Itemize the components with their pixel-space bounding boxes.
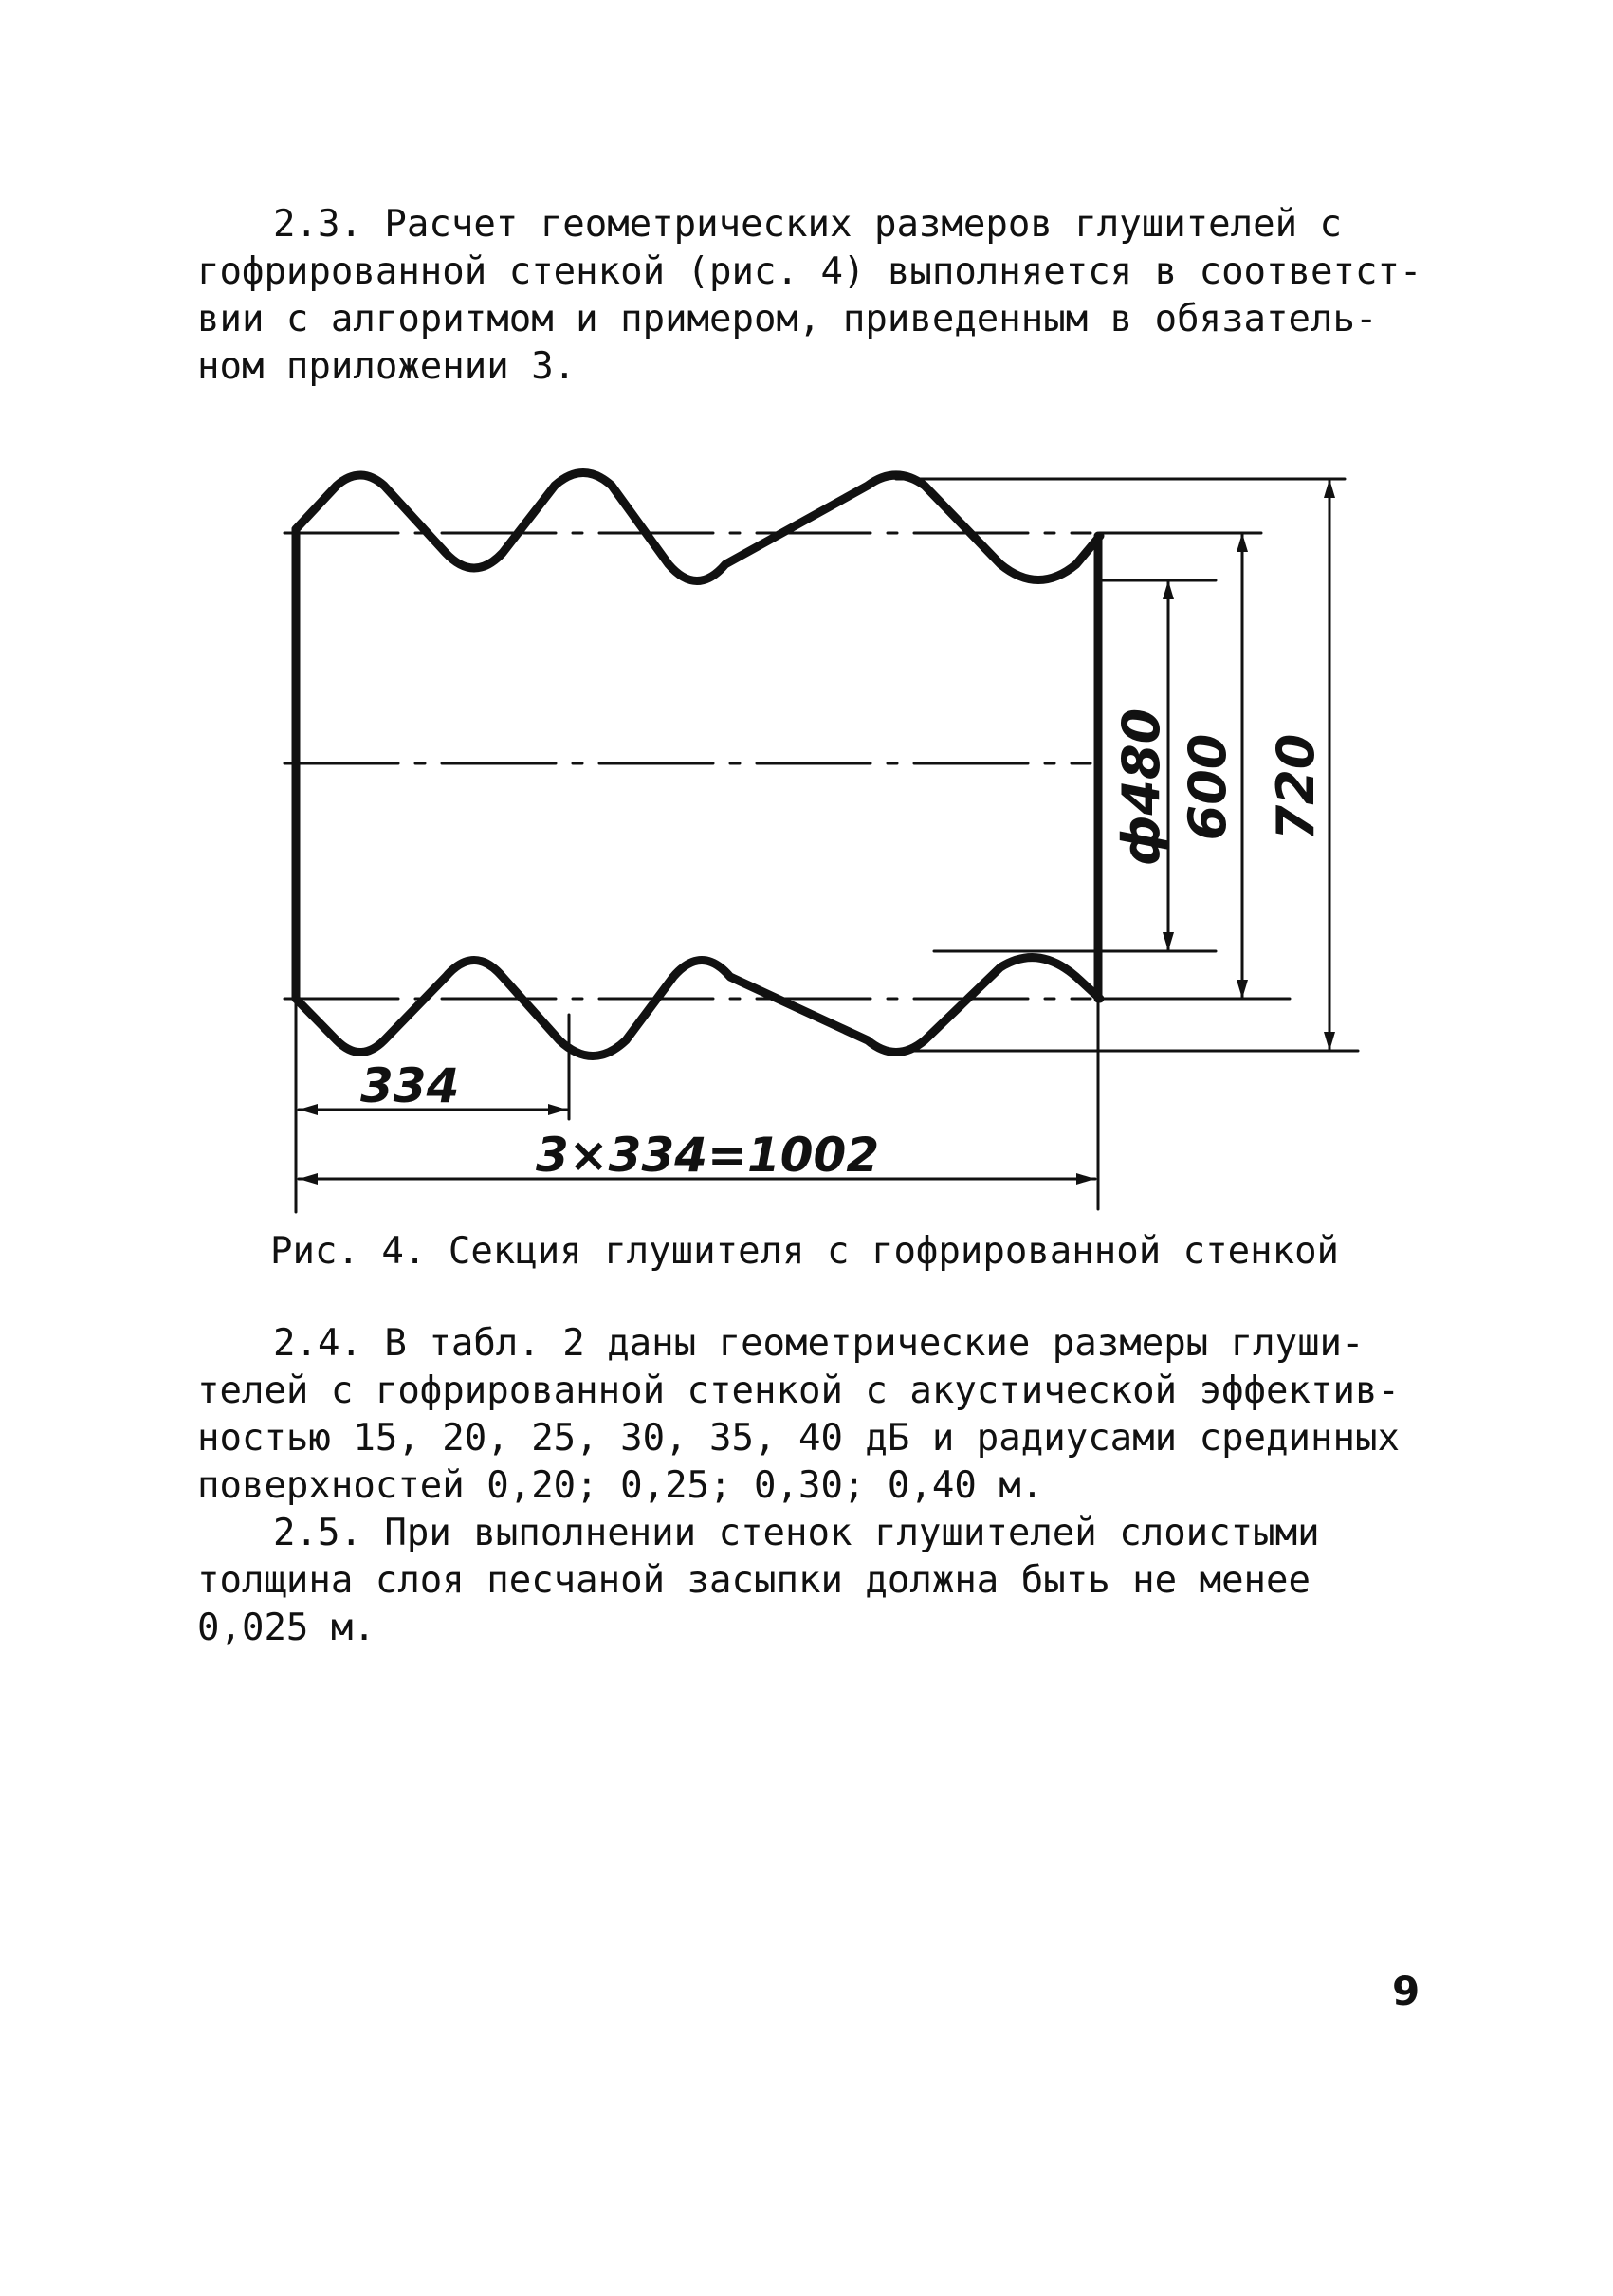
text-line: вии с алгоритмом и примером, приведенным в обязатель- (197, 298, 1378, 340)
text-line: гофрированной стенкой (рис. 4) выполняется в соответст- (197, 250, 1422, 293)
text-line: телей с гофрированной стенкой с акустической эффектив- (197, 1369, 1400, 1412)
arrowhead (1324, 479, 1335, 498)
arrowhead (548, 1104, 567, 1115)
paragraph-2-5 (197, 1510, 1421, 1652)
dim-label-1002: 3×334=1002 (536, 1128, 880, 1183)
dim-label-480: ф480 (1111, 707, 1171, 867)
arrowhead (1076, 1173, 1095, 1185)
paragraph-2-4 (197, 1320, 1421, 1510)
figure-caption: Рис. 4. Секция глушителя с гофрированной стенкой (270, 1230, 1340, 1273)
text-line: 2.5. При выполнении стенок глушителей слоистыми (273, 1512, 1320, 1554)
page-number: 9 (1392, 1968, 1421, 2014)
arrowhead (299, 1173, 318, 1185)
arrowhead (1163, 932, 1174, 951)
text-line: ностью 15, 20, 25, 30, 35, 40 дБ и радиусами срединных (197, 1417, 1400, 1460)
arrowhead (299, 1104, 318, 1115)
text-line: 2.4. В табл. 2 даны геометрические размеры глуши- (273, 1322, 1365, 1365)
dim-label-720: 720 (1266, 733, 1326, 841)
text-line: 2.3. Расчет геометрических размеров глушителей с (273, 203, 1343, 246)
arrowhead (1237, 533, 1248, 552)
upper-corrugated-wall (296, 473, 1100, 581)
arrowhead (1163, 580, 1174, 599)
text-line: поверхностей 0,20; 0,25; 0,30; 0,40 м. (197, 1464, 1044, 1507)
dim-label-600: 600 (1178, 733, 1237, 841)
text-line: толщина слоя песчаной засыпки должна быть не менее (197, 1559, 1311, 1602)
text-line: ном приложении 3. (197, 345, 577, 388)
arrowhead (1324, 1032, 1335, 1051)
dim-label-334: 334 (360, 1058, 460, 1113)
lower-corrugated-wall (296, 958, 1100, 1056)
text-line: 0,025 м. (197, 1607, 376, 1649)
arrowhead (1237, 980, 1248, 999)
